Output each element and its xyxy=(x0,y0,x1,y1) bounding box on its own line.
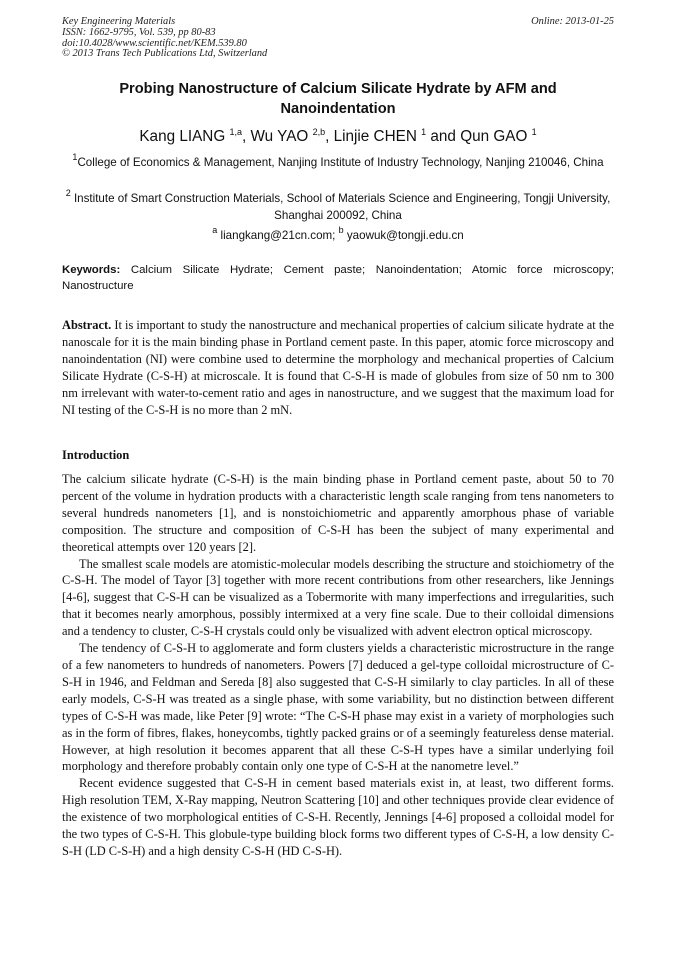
email-mark: a xyxy=(212,225,218,235)
issn-line: ISSN: 1662-9795, Vol. 539, pp 80-83 xyxy=(62,26,216,38)
paper-title: Probing Nanostructure of Calcium Silicate Hydrate by AFM and Nanoindentation xyxy=(119,81,557,117)
abstract-label: Abstract. xyxy=(62,318,112,332)
affiliation-text: Institute of Smart Construction Materials, School of Materials Science and Engineering, Tongji University, Shanghai 200092, China xyxy=(70,192,611,222)
author-name: Wu YAO xyxy=(250,128,313,145)
author-separator: and xyxy=(426,128,461,145)
author-affiliation-mark: 1,a xyxy=(229,127,243,137)
affiliation-2 xyxy=(62,188,614,224)
section-heading-introduction: Introduction xyxy=(62,448,130,462)
email-b: yaowuk@tongji.edu.cn xyxy=(343,229,464,242)
email-a: liangkang@21cn.com; xyxy=(217,229,339,242)
paragraph: Recent evidence suggested that C-S-H in cement based materials exist in, at least, two different forms. High resolution TEM, X-Ray mapping, Neutron Scattering [10] and other techniques provide clear evidence of the existence of two morphological entities of C-S-H. Recently, Jennings [4-6] proposed a colloidal model for the two types of C-S-H. This globule-type building block forms two different types of C-S-H, a low density C-S-H (LD C-S-H) and a high density C-S-H (HD C-S-H). xyxy=(62,776,614,858)
online-date: Online: 2013-01-25 xyxy=(531,16,614,27)
doi-line: doi:10.4028/www.scientific.net/KEM.539.80 xyxy=(62,37,247,49)
keywords-label: Keywords: xyxy=(62,264,121,276)
journal-header xyxy=(62,17,267,60)
keywords-text: Calcium Silicate Hydrate; Cement paste; Nanoindentation; Atomic force microscopy; Nanostructure xyxy=(62,264,614,293)
paragraph: The calcium silicate hydrate (C-S-H) is the main binding phase in Portland cement paste, about 50 to 70 percent of the volume in hydration products with a characteristic length scale ranging from tens nanometers to several hundreds nanometers [1], and is nonstoichiometric and apparently amorphous phase of variable composition. The structure and composition of C-S-H has been the subject of many experimental and theoretical attempts over 120 years [2]. xyxy=(62,472,614,554)
affiliation-number: 1 xyxy=(72,152,78,162)
author-affiliation-mark: 1 xyxy=(421,127,427,137)
abstract xyxy=(62,317,614,419)
affiliation-text: College of Economics & Management, Nanjing Institute of Industry Technology, Nanjing 210046, China xyxy=(77,156,604,169)
author-affiliation-mark: 1 xyxy=(531,127,537,137)
email-mark: b xyxy=(338,225,344,235)
paragraph: The smallest scale models are atomistic-molecular models describing the structure and stoichiometry of the C-S-H. The model of Tayor [3] together with more recent contributions from other researchers, like Jennings [4-6], suggest that C-S-H can be visualized as a Tobermorite with many imperfections and irregularities, such that it becomes nearly amorphous, possibly intermixed at a very fine scale. Due to their colloidal dimensions and a tendency to cluster, C-S-H crystals could only be visualized with advent electron optical microscopy. xyxy=(62,556,614,639)
journal-name: Key Engineering Materials xyxy=(62,16,176,27)
paragraph: The tendency of C-S-H to agglomerate and form clusters yields a characteristic microstructure in the range of a few nanometers to hundreds of nanometers. Powers [7] deduced a gel-type colloidal microstructure of C-S-H in 1946, and Feldman and Sereda [8] also suggested that C-S-H similarly to clay particles. In all of these early models, C-S-H was treated as a single phase, with some variability, but no distinction between different types of C-S-H was made, like Peter [9] wrote: “The C-S-H phase may exist in a variety of morphologies such as in the form of fibres, flakes, honeycombs, tightly packed grains or of a seemingly featureless dense material. However, at high resolution it becomes apparent that all these C-S-H types have a similar underlying foil morphology and therefore probably contain only one type of C-S-H at the nanometre level.” xyxy=(62,641,614,774)
author-affiliation-mark: 2,b xyxy=(312,127,326,137)
author-name: Qun GAO xyxy=(460,128,532,145)
keywords xyxy=(62,262,614,294)
affiliation-1 xyxy=(62,152,614,172)
author-name: Linjie CHEN xyxy=(333,128,422,145)
author-separator: , xyxy=(325,128,334,145)
introduction-body xyxy=(62,471,614,860)
author-name: Kang LIANG xyxy=(139,128,230,145)
author-emails xyxy=(62,225,614,244)
author-list xyxy=(62,128,614,146)
abstract-text: It is important to study the nanostructure and mechanical properties of calcium silicate hydrate at the nanoscale for it is the main binding phase in Portland cement paste. In this paper, atomic force microscopy and nanoindentation (NI) were combine used to determine the morphology and mechanical properties of Calcium Silicate Hydrate (C-S-H) at microscale. It is found that C-S-H is made of globules from size of 50 nm to 300 nm irrelevant with water-to-cement ratio and ages in nanostructure, and we suggest that the maximum load for NI testing of the C-S-H is no more than 2 mN. xyxy=(62,318,614,417)
affiliation-number: 2 xyxy=(65,188,71,198)
author-separator: , xyxy=(242,128,251,145)
copyright-line: © 2013 Trans Tech Publications Ltd, Switzerland xyxy=(62,48,268,60)
